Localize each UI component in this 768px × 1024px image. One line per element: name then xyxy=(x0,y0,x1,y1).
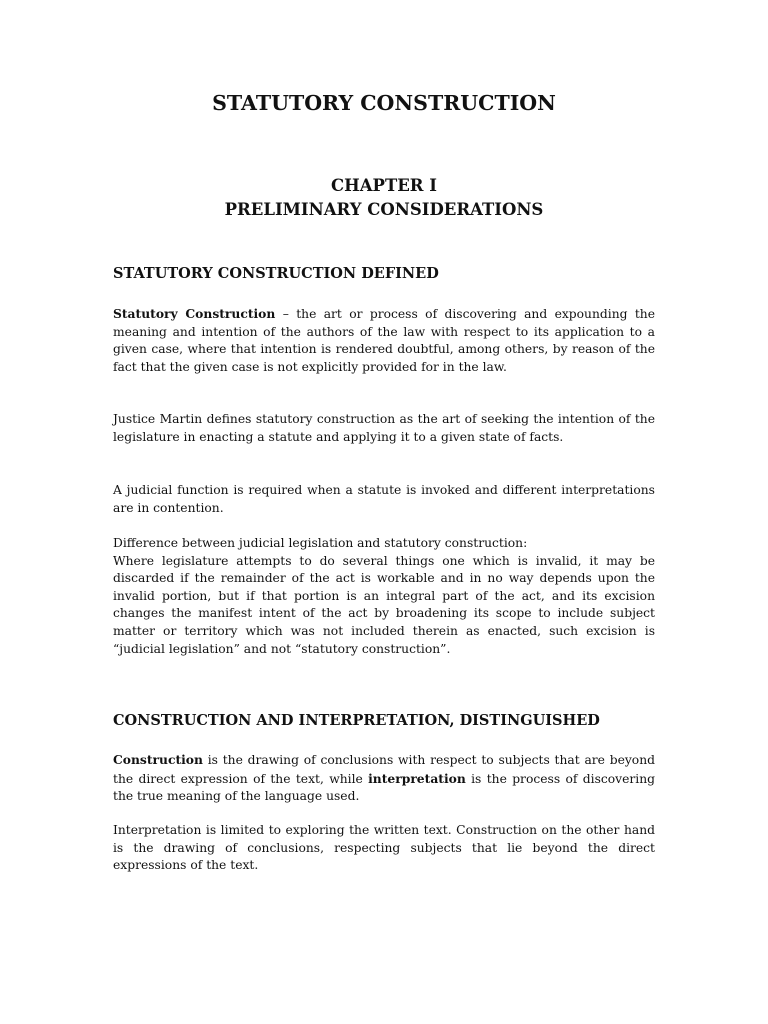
term-statutory-construction: Statutory Construction xyxy=(113,306,276,321)
section-heading-defined: STATUTORY CONSTRUCTION DEFINED xyxy=(113,265,439,282)
paragraph-construction-vs-interpretation xyxy=(113,751,655,806)
paragraph-definition xyxy=(113,305,655,376)
difference-intro: Difference between judicial legislation and statutory construction: xyxy=(113,536,528,550)
difference-text: Where legislature attempts to do several things one which is invalid, it may be discarded if the remainder of the act is workable and in no way depends upon the invalid portion, but if that portion is an integral part of the act, and its excision changes the manifest intent of the act by broadening its scope to include subject matter or territory which was not included therein as enacted, such excision is “judicial legislation” and not “statutory construction”. xyxy=(113,553,655,656)
paragraph-difference xyxy=(113,535,655,658)
paragraph-interpretation-limited: Interpretation is limited to exploring the written text. Construction on the other hand is the drawing of conclusions, respecting subjects that lie beyond the direct expressions of the text. xyxy=(113,823,655,873)
paragraph-justice-martin: Justice Martin defines statutory construction as the art of seeking the intention of the legislature in enacting a statute and applying it to a given state of facts. xyxy=(113,412,655,444)
interpretation-text: is the process of discovering the true meaning of the language used. xyxy=(113,771,656,804)
chapter-title: PRELIMINARY CONSIDERATIONS xyxy=(224,200,544,219)
chapter-heading xyxy=(0,174,768,222)
definition-text: – the art or process of discovering and expounding the meaning and intention of the authors of the law with respect to its application to a given case, where that intention is rendered doubtful, among others, by reason of the fact that the given case is not explicitly provided for in the law. xyxy=(113,307,655,374)
section-heading-distinguished: CONSTRUCTION AND INTERPRETATION, DISTINGUISHED xyxy=(113,712,600,729)
paragraph-judicial-function: A judicial function is required when a statute is invoked and different interpretations are in contention. xyxy=(113,483,655,515)
chapter-number: CHAPTER I xyxy=(331,176,437,195)
construction-text: is the drawing of conclusions with respect to subjects that are beyond the direct expression of the text, while xyxy=(113,753,655,786)
term-interpretation: interpretation xyxy=(368,770,466,786)
term-construction: Construction xyxy=(113,752,203,767)
document-title: STATUTORY CONSTRUCTION xyxy=(212,91,556,115)
